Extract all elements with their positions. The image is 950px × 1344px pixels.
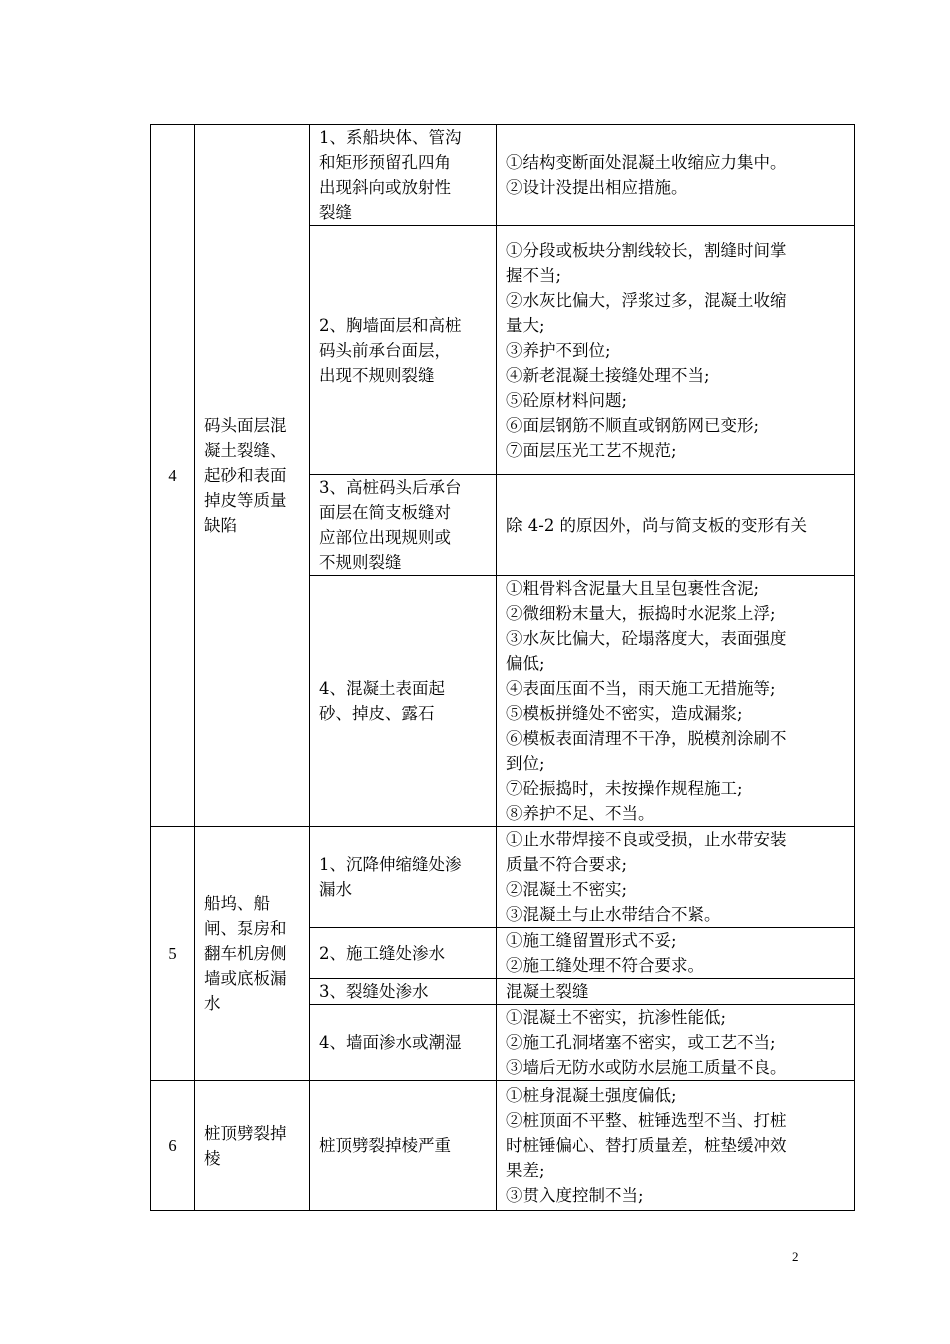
cause-line: ③养护不到位; <box>506 340 611 360</box>
description-line: 砂、掉皮、露石 <box>319 704 435 723</box>
cause-line: ⑤模板拼缝处不密实，造成漏浆; <box>506 704 743 723</box>
cause-line: ④新老混凝土接缝处理不当; <box>506 365 710 385</box>
description-line: 应部位出现规则或 <box>319 528 451 547</box>
defect-causes <box>497 979 855 1005</box>
cause-line: ②施工孔洞堵塞不密实，或工艺不当; <box>506 1033 776 1052</box>
defect-causes <box>497 125 855 226</box>
cause-line: ①施工缝留置形式不妥; <box>506 931 677 950</box>
defect-category <box>195 827 310 1081</box>
page-number: 2 <box>792 1249 799 1264</box>
cause-line: ④表面压面不当，雨天施工无措施等; <box>506 679 776 698</box>
item-number: 6 <box>151 1081 195 1211</box>
cause-line: ⑦面层压光工艺不规范; <box>506 440 677 460</box>
category-line: 船坞、船 <box>204 894 270 913</box>
defect-description <box>310 125 497 226</box>
description-line: 出现斜向或放射性 <box>319 178 451 197</box>
description-line: 3、高桩码头后承台 <box>319 478 462 497</box>
description-line: 3、裂缝处渗水 <box>319 982 429 1001</box>
defect-causes <box>497 1005 855 1081</box>
item-number: 4 <box>151 125 195 827</box>
defect-causes <box>497 475 855 576</box>
defect-cause-table <box>150 124 855 1211</box>
category-line: 起砂和表面 <box>204 466 287 485</box>
category-line: 桩顶劈裂掉 <box>204 1123 287 1143</box>
cause-line: ⑥面层钢筋不顺直或钢筋网已变形; <box>506 415 760 435</box>
defect-causes <box>497 1081 855 1211</box>
description-line: 2、施工缝处渗水 <box>319 943 445 963</box>
cause-line: ⑦砼振捣时，未按操作规程施工; <box>506 779 743 798</box>
item-number: 5 <box>151 827 195 1081</box>
description-line: 1、系船块体、管沟 <box>319 128 462 147</box>
cause-line: ②设计没提出相应措施。 <box>506 178 688 197</box>
table-row <box>151 827 855 928</box>
category-line: 水 <box>204 994 221 1013</box>
cause-line: 时桩锤偏心、替打质量差，桩垫缓冲效 <box>506 1136 787 1155</box>
cause-line: ③墙后无防水或防水层施工质量不良。 <box>506 1058 787 1077</box>
cause-line: 混凝土裂缝 <box>506 982 589 1001</box>
cause-line: ②桩顶面不平整、桩锤选型不当、打桩 <box>506 1111 787 1130</box>
defect-description <box>310 576 497 827</box>
category-line: 翻车机房侧 <box>204 944 287 963</box>
cause-line: 质量不符合要求; <box>506 855 628 874</box>
description-line: 码头前承台面层， <box>319 340 451 360</box>
description-line: 面层在简支板缝对 <box>319 503 451 522</box>
description-line: 漏水 <box>319 880 352 899</box>
cause-line: 到位; <box>506 754 545 773</box>
defect-description <box>310 1005 497 1081</box>
description-line: 裂缝 <box>319 203 352 222</box>
description-line: 4、混凝土表面起 <box>319 679 445 698</box>
cause-line: ①粗骨料含泥量大且呈包裹性含泥; <box>506 579 760 598</box>
cause-line: ②施工缝处理不符合要求。 <box>506 956 704 975</box>
description-line: 不规则裂缝 <box>319 553 402 572</box>
cause-line: ①分段或板块分割线较长，割缝时间掌 <box>506 240 787 260</box>
cause-line: 果差; <box>506 1161 545 1180</box>
description-line: 和矩形预留孔四角 <box>319 153 451 172</box>
cause-line: ⑤砼原材料问题; <box>506 390 628 410</box>
cause-line: ①结构变断面处混凝土收缩应力集中。 <box>506 153 787 172</box>
category-line: 棱 <box>204 1148 221 1168</box>
table-row <box>151 1081 855 1211</box>
table-row <box>151 125 855 226</box>
category-line: 墙或底板漏 <box>204 969 287 988</box>
description-line: 出现不规则裂缝 <box>319 365 435 385</box>
cause-line: 偏低; <box>506 654 545 673</box>
defect-causes <box>497 576 855 827</box>
category-line: 闸、泵房和 <box>204 919 287 938</box>
cause-line: 握不当; <box>506 265 562 285</box>
cause-line: ②混凝土不密实; <box>506 880 628 899</box>
cause-line: 量大; <box>506 315 545 335</box>
defect-description <box>310 827 497 928</box>
defect-description <box>310 928 497 979</box>
cause-line: ③贯入度控制不当; <box>506 1186 644 1205</box>
cause-line: ①止水带焊接不良或受损，止水带安装 <box>506 830 787 849</box>
cause-line: ①混凝土不密实，抗渗性能低; <box>506 1008 727 1027</box>
defect-description <box>310 979 497 1005</box>
defect-causes <box>497 928 855 979</box>
cause-line: 除 4-2 的原因外，尚与简支板的变形有关 <box>506 515 808 535</box>
description-line: 桩顶劈裂掉棱严重 <box>319 1136 451 1155</box>
defect-description <box>310 226 497 475</box>
description-line: 1、沉降伸缩缝处渗 <box>319 855 462 874</box>
category-line: 码头面层混 <box>204 416 287 435</box>
cause-line: ⑧养护不足、不当。 <box>506 804 655 823</box>
defect-causes <box>497 827 855 928</box>
cause-line: ②微细粉末量大，振捣时水泥浆上浮; <box>506 604 776 623</box>
defect-category <box>195 125 310 827</box>
description-line: 4、墙面渗水或潮湿 <box>319 1033 462 1052</box>
defect-category <box>195 1081 310 1211</box>
cause-line: ⑥模板表面清理不干净，脱模剂涂刷不 <box>506 729 787 748</box>
defect-causes <box>497 226 855 475</box>
cause-line: ③水灰比偏大，砼塌落度大，表面强度 <box>506 629 787 648</box>
defect-description <box>310 475 497 576</box>
category-line: 缺陷 <box>204 516 237 535</box>
cause-line: ③混凝土与止水带结合不紧。 <box>506 905 721 924</box>
cause-line: ②水灰比偏大，浮浆过多，混凝土收缩 <box>506 290 787 310</box>
cause-line: ①桩身混凝土强度偏低; <box>506 1086 677 1105</box>
description-line: 2、胸墙面层和高桩 <box>319 315 462 335</box>
category-line: 凝土裂缝、 <box>204 441 287 460</box>
category-line: 掉皮等质量 <box>204 491 287 510</box>
defect-description <box>310 1081 497 1211</box>
